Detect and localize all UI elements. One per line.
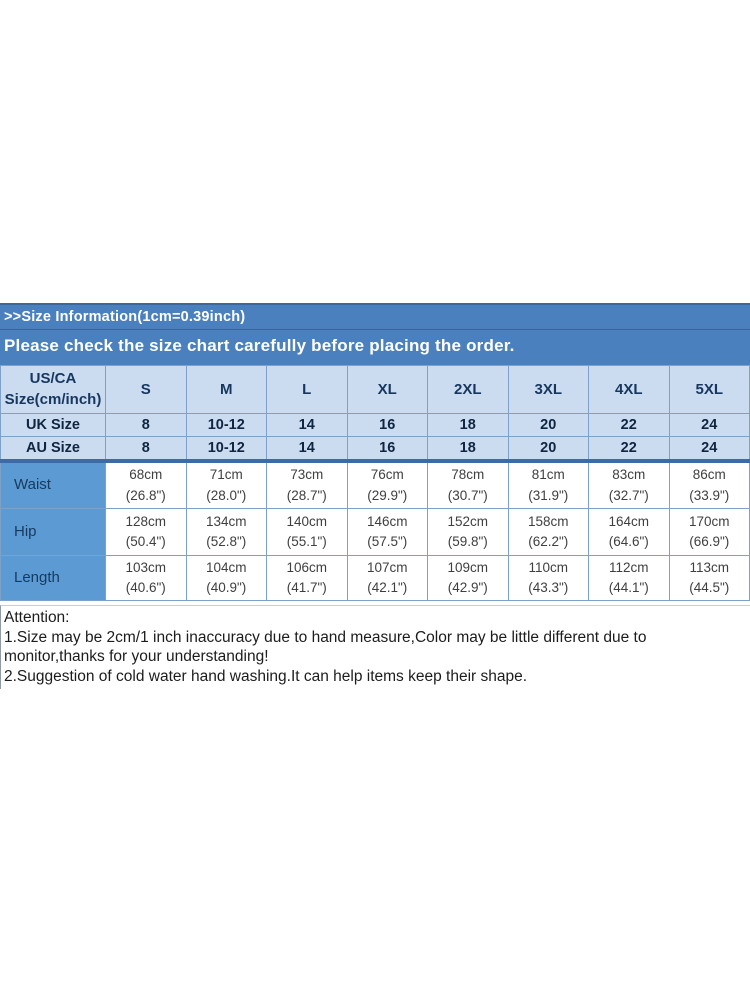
length-value: [106, 556, 187, 601]
hip-inch: (52.8"): [206, 534, 247, 549]
banner-subtitle: Please check the size chart carefully before placing the order.: [4, 336, 515, 355]
hip-inch: (57.5"): [367, 534, 408, 549]
waist-inch: (26.8"): [125, 487, 166, 503]
waist-cm: 81cm: [531, 467, 565, 483]
size-info-banner: [0, 303, 750, 365]
uk-size-value: 8: [106, 414, 187, 437]
uk-size-value: 24: [669, 414, 750, 437]
length-inch: (40.6"): [125, 580, 166, 595]
size-col-header: 5XL: [669, 366, 750, 414]
length-cm: 104cm: [205, 559, 247, 575]
au-size-value: 8: [106, 437, 187, 462]
length-inch: (41.7"): [286, 580, 327, 595]
hip-value: [347, 509, 428, 556]
hip-value: [186, 509, 267, 556]
corner-header-cell: [1, 366, 106, 414]
hip-cm: 146cm: [366, 513, 408, 529]
hip-row-label: Hip: [1, 509, 106, 556]
waist-inch: (32.7"): [608, 487, 649, 503]
hip-inch: (66.9"): [689, 534, 730, 549]
length-cm: 107cm: [366, 559, 408, 575]
length-inch: (44.1"): [608, 580, 649, 595]
hip-value: [106, 509, 187, 556]
hip-value: [267, 509, 348, 556]
length-cm: 103cm: [125, 559, 167, 575]
hip-value: [669, 509, 750, 556]
length-cm: 110cm: [528, 559, 569, 575]
waist-inch: (28.0"): [206, 487, 247, 503]
attention-title: Attention:: [4, 609, 70, 626]
waist-inch: (30.7"): [447, 487, 488, 503]
length-row-label: Length: [1, 556, 106, 601]
length-value: [267, 556, 348, 601]
waist-value: [589, 461, 670, 509]
hip-cm: 170cm: [688, 513, 730, 529]
uk-size-value: 22: [589, 414, 670, 437]
hip-value: [508, 509, 589, 556]
size-chart-content: [0, 303, 750, 689]
hip-cm: 140cm: [286, 513, 328, 529]
size-col-header: XL: [347, 366, 428, 414]
hip-row: [1, 509, 750, 556]
au-size-value: 10-12: [186, 437, 267, 462]
waist-value: [428, 461, 509, 509]
waist-inch: (28.7"): [286, 487, 327, 503]
length-inch: (42.9"): [447, 580, 488, 595]
size-col-header: L: [267, 366, 348, 414]
waist-cm: 68cm: [129, 467, 163, 483]
attention-note-2: 2.Suggestion of cold water hand washing.It can help items keep their shape.: [4, 668, 528, 686]
hip-cm: 134cm: [205, 513, 247, 529]
length-inch: (42.1"): [367, 580, 408, 595]
waist-value: [669, 461, 750, 509]
uk-size-value: 18: [428, 414, 509, 437]
uk-size-value: 14: [267, 414, 348, 437]
hip-inch: (62.2"): [528, 534, 569, 549]
length-cm: 109cm: [447, 559, 489, 575]
waist-cm: 86cm: [692, 467, 726, 483]
length-inch: (40.9"): [206, 580, 247, 595]
length-row: [1, 556, 750, 601]
hip-inch: (64.6"): [608, 534, 649, 549]
size-table: [0, 365, 750, 601]
size-col-header: 3XL: [508, 366, 589, 414]
waist-inch: (31.9"): [528, 487, 569, 503]
hip-cm: 152cm: [447, 513, 489, 529]
waist-value: [106, 461, 187, 509]
size-col-header: 4XL: [589, 366, 670, 414]
uk-size-value: 20: [508, 414, 589, 437]
attention-notes: [0, 605, 750, 689]
attention-note-1: 1.Size may be 2cm/1 inch inaccuracy due to hand measure,Color may be little different due to monitor,thanks for your understanding!: [4, 628, 647, 666]
corner-header-line1: US/CA: [29, 370, 77, 388]
hip-inch: (55.1"): [286, 534, 327, 549]
length-value: [186, 556, 267, 601]
size-header-row: [1, 366, 750, 414]
au-size-value: 16: [347, 437, 428, 462]
uk-size-value: 10-12: [186, 414, 267, 437]
hip-inch: (50.4"): [125, 534, 166, 549]
uk-size-row: [1, 414, 750, 437]
length-value: [428, 556, 509, 601]
waist-inch: (33.9"): [689, 487, 730, 503]
waist-value: [508, 461, 589, 509]
waist-value: [267, 461, 348, 509]
hip-value: [589, 509, 670, 556]
length-cm: 112cm: [608, 559, 649, 575]
size-col-header: 2XL: [428, 366, 509, 414]
size-col-header: M: [186, 366, 267, 414]
au-size-value: 14: [267, 437, 348, 462]
waist-row: [1, 461, 750, 509]
uk-size-row-label: UK Size: [1, 414, 106, 437]
au-size-value: 22: [589, 437, 670, 462]
waist-cm: 76cm: [370, 467, 404, 483]
length-inch: (44.5"): [689, 580, 730, 595]
length-value: [508, 556, 589, 601]
uk-size-value: 16: [347, 414, 428, 437]
length-cm: 106cm: [286, 559, 328, 575]
hip-value: [428, 509, 509, 556]
banner-title: >>Size Information(1cm=0.39inch): [0, 305, 750, 330]
corner-header-line2: Size(cm/inch): [4, 390, 102, 408]
length-value: [589, 556, 670, 601]
waist-cm: 83cm: [612, 467, 646, 483]
waist-value: [347, 461, 428, 509]
length-inch: (43.3"): [528, 580, 569, 595]
waist-inch: (29.9"): [367, 487, 408, 503]
waist-value: [186, 461, 267, 509]
size-col-header: S: [106, 366, 187, 414]
length-value: [669, 556, 750, 601]
waist-row-label: Waist: [1, 461, 106, 509]
au-size-row-label: AU Size: [1, 437, 106, 462]
length-cm: 113cm: [689, 559, 730, 575]
length-value: [347, 556, 428, 601]
au-size-row: [1, 437, 750, 462]
au-size-value: 24: [669, 437, 750, 462]
hip-inch: (59.8"): [447, 534, 488, 549]
waist-cm: 78cm: [451, 467, 485, 483]
waist-cm: 73cm: [290, 467, 324, 483]
hip-cm: 164cm: [608, 513, 650, 529]
au-size-value: 20: [508, 437, 589, 462]
hip-cm: 158cm: [527, 513, 569, 529]
waist-cm: 71cm: [209, 467, 243, 483]
hip-cm: 128cm: [125, 513, 167, 529]
au-size-value: 18: [428, 437, 509, 462]
